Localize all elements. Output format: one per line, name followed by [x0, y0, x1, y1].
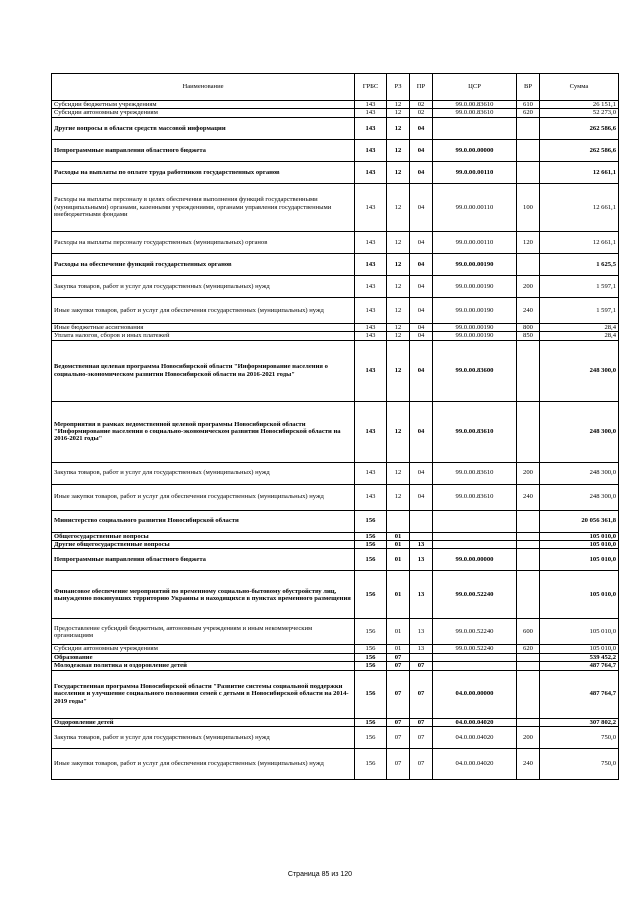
cell-rz: 07 [387, 718, 410, 726]
cell-pr: 13 [410, 549, 433, 571]
cell-vr [517, 532, 540, 540]
cell-rz: 12 [387, 323, 410, 331]
cell-vr [517, 139, 540, 161]
cell-pr: 04 [410, 117, 433, 139]
cell-grbs: 156 [355, 662, 387, 670]
cell-sum: 487 764,7 [540, 670, 619, 718]
cell-rz: 07 [387, 662, 410, 670]
cell-grbs: 143 [355, 183, 387, 231]
cell-name: Непрограммные направления областного бюджета [52, 549, 355, 571]
cell-rz: 12 [387, 401, 410, 462]
cell-pr: 04 [410, 323, 433, 331]
cell-vr: 200 [517, 275, 540, 297]
cell-sum: 52 273,0 [540, 109, 619, 117]
table-row [52, 275, 619, 297]
cell-rz: 12 [387, 117, 410, 139]
cell-vr: 850 [517, 332, 540, 340]
table-row [52, 510, 619, 532]
cell-rz: 12 [387, 109, 410, 117]
cell-grbs: 156 [355, 510, 387, 532]
cell-grbs: 143 [355, 297, 387, 323]
cell-rz: 07 [387, 670, 410, 718]
cell-pr: 07 [410, 718, 433, 726]
cell-sum: 12 661,1 [540, 183, 619, 231]
cell-rz: 12 [387, 183, 410, 231]
cell-name: Общегосударственные вопросы [52, 532, 355, 540]
budget-table [51, 73, 619, 780]
cell-grbs: 156 [355, 541, 387, 549]
cell-pr: 13 [410, 541, 433, 549]
cell-csr: 99.0.00.00000 [433, 139, 517, 161]
cell-csr: 99.0.00.00110 [433, 161, 517, 183]
cell-name: Другие общегосударственные вопросы [52, 541, 355, 549]
cell-csr: 99.0.00.00190 [433, 332, 517, 340]
cell-sum: 750,0 [540, 749, 619, 780]
cell-name: Расходы на выплаты по оплате труда работников государственных органов [52, 161, 355, 183]
cell-csr: 04.0.00.04020 [433, 727, 517, 749]
cell-sum: 248 300,0 [540, 484, 619, 510]
page-number: Страница 85 из 120 [287, 871, 353, 878]
table-row [52, 332, 619, 340]
table-body [52, 101, 619, 780]
cell-vr: 240 [517, 749, 540, 780]
cell-grbs: 156 [355, 645, 387, 653]
cell-vr [517, 670, 540, 718]
cell-pr: 02 [410, 101, 433, 109]
cell-sum: 1 597,1 [540, 275, 619, 297]
cell-name: Иные бюджетные ассигнования [52, 323, 355, 331]
cell-rz: 07 [387, 749, 410, 780]
cell-grbs: 143 [355, 231, 387, 253]
cell-rz [387, 510, 410, 532]
cell-sum: 105 010,0 [540, 571, 619, 619]
cell-csr [433, 653, 517, 661]
cell-sum: 105 010,0 [540, 532, 619, 540]
cell-pr: 04 [410, 139, 433, 161]
cell-sum: 1 625,5 [540, 253, 619, 275]
cell-sum: 307 802,2 [540, 718, 619, 726]
cell-sum: 750,0 [540, 727, 619, 749]
cell-csr: 99.0.00.00190 [433, 297, 517, 323]
cell-sum: 28,4 [540, 332, 619, 340]
cell-pr: 02 [410, 109, 433, 117]
cell-sum: 28,4 [540, 323, 619, 331]
table-row [52, 645, 619, 653]
table-row [52, 161, 619, 183]
cell-rz: 12 [387, 340, 410, 401]
table-row [52, 619, 619, 645]
table-row [52, 549, 619, 571]
cell-name: Предоставление субсидий бюджетным, автономным учреждениям и иным некоммерческим организациям [52, 619, 355, 645]
cell-name: Государственная программа Новосибирской области "Развитие системы социальной поддержки населения и улучшение социального положения семей с детьми в Новосибирской области на 2014-2019 годы" [52, 670, 355, 718]
cell-pr: 04 [410, 462, 433, 484]
cell-rz: 12 [387, 462, 410, 484]
cell-vr [517, 718, 540, 726]
cell-pr: 07 [410, 662, 433, 670]
cell-name: Расходы на выплаты персоналу в целях обеспечения выполнения функций государственными (муниципальными) органами, казенными учреждениями, органами управления государственными внебюджетными фондами [52, 183, 355, 231]
cell-csr: 04.0.00.00000 [433, 670, 517, 718]
cell-pr [410, 653, 433, 661]
cell-pr: 04 [410, 297, 433, 323]
cell-pr: 04 [410, 161, 433, 183]
cell-grbs: 156 [355, 749, 387, 780]
table-row [52, 727, 619, 749]
cell-name: Мероприятия в рамках ведомственной целевой программы Новосибирской области "Информирование населения о социально-экономическом развитии Новосибирской области на 2016-2021 годы" [52, 401, 355, 462]
cell-pr: 07 [410, 749, 433, 780]
cell-csr: 99.0.00.00190 [433, 323, 517, 331]
cell-rz: 12 [387, 275, 410, 297]
cell-csr: 99.0.00.83610 [433, 109, 517, 117]
cell-sum: 262 586,6 [540, 117, 619, 139]
cell-pr: 13 [410, 645, 433, 653]
cell-vr: 100 [517, 183, 540, 231]
cell-vr [517, 117, 540, 139]
cell-pr: 04 [410, 231, 433, 253]
table-row [52, 662, 619, 670]
cell-sum: 26 151,1 [540, 101, 619, 109]
cell-sum: 248 300,0 [540, 401, 619, 462]
cell-sum: 12 661,1 [540, 231, 619, 253]
cell-rz: 07 [387, 727, 410, 749]
table-row [52, 484, 619, 510]
cell-vr: 200 [517, 727, 540, 749]
cell-name: Финансовое обеспечение мероприятий по временному социально-бытовому обустройству лиц, вынужденно покинувших территорию Украины и находящихся в пунктах временного размещения [52, 571, 355, 619]
cell-csr: 99.0.00.83610 [433, 101, 517, 109]
cell-sum: 248 300,0 [540, 340, 619, 401]
cell-grbs: 143 [355, 109, 387, 117]
cell-pr: 13 [410, 571, 433, 619]
cell-csr [433, 662, 517, 670]
cell-grbs: 143 [355, 332, 387, 340]
table-row [52, 231, 619, 253]
cell-name: Субсидии автономным учреждениям [52, 109, 355, 117]
cell-vr: 610 [517, 101, 540, 109]
cell-vr [517, 653, 540, 661]
cell-vr: 600 [517, 619, 540, 645]
cell-rz: 12 [387, 139, 410, 161]
cell-name: Другие вопросы в области средств массовой информации [52, 117, 355, 139]
table-row [52, 541, 619, 549]
cell-csr: 99.0.00.83600 [433, 340, 517, 401]
cell-csr: 04.0.00.04020 [433, 749, 517, 780]
cell-rz: 12 [387, 484, 410, 510]
cell-grbs: 143 [355, 101, 387, 109]
table-row [52, 101, 619, 109]
cell-vr: 120 [517, 231, 540, 253]
cell-csr: 99.0.00.00190 [433, 275, 517, 297]
cell-csr: 99.0.00.00190 [433, 253, 517, 275]
cell-pr: 04 [410, 401, 433, 462]
cell-sum: 539 452,2 [540, 653, 619, 661]
cell-csr: 99.0.00.83610 [433, 462, 517, 484]
cell-vr [517, 161, 540, 183]
table-row [52, 670, 619, 718]
header-csr: ЦСР [433, 74, 517, 101]
cell-csr: 04.0.00.04020 [433, 718, 517, 726]
table-row [52, 117, 619, 139]
cell-csr: 99.0.00.83610 [433, 484, 517, 510]
cell-name: Закупка товаров, работ и услуг для государственных (муниципальных) нужд [52, 462, 355, 484]
cell-csr: 99.0.00.00110 [433, 231, 517, 253]
table-row [52, 653, 619, 661]
cell-name: Оздоровление детей [52, 718, 355, 726]
cell-rz: 12 [387, 253, 410, 275]
cell-pr: 04 [410, 183, 433, 231]
cell-vr [517, 340, 540, 401]
cell-csr: 99.0.00.52240 [433, 571, 517, 619]
cell-rz: 07 [387, 653, 410, 661]
table-row [52, 462, 619, 484]
cell-csr [433, 117, 517, 139]
cell-grbs: 156 [355, 619, 387, 645]
cell-sum: 248 300,0 [540, 462, 619, 484]
table-row [52, 340, 619, 401]
cell-sum: 105 010,0 [540, 619, 619, 645]
cell-grbs: 143 [355, 462, 387, 484]
table-row [52, 183, 619, 231]
cell-name: Образование [52, 653, 355, 661]
cell-rz: 01 [387, 549, 410, 571]
cell-grbs: 156 [355, 670, 387, 718]
cell-grbs: 143 [355, 161, 387, 183]
cell-name: Уплата налогов, сборов и иных платежей [52, 332, 355, 340]
cell-csr: 99.0.00.52240 [433, 645, 517, 653]
cell-grbs: 156 [355, 549, 387, 571]
cell-grbs: 143 [355, 275, 387, 297]
cell-csr: 99.0.00.83610 [433, 401, 517, 462]
cell-sum: 105 010,0 [540, 645, 619, 653]
cell-pr [410, 532, 433, 540]
cell-vr [517, 541, 540, 549]
cell-pr: 04 [410, 340, 433, 401]
header-pr: ПР [410, 74, 433, 101]
table-header-row [52, 74, 619, 101]
header-sum: Сумма [540, 74, 619, 101]
cell-rz: 12 [387, 231, 410, 253]
table-row [52, 749, 619, 780]
cell-csr [433, 532, 517, 540]
cell-rz: 01 [387, 541, 410, 549]
table-row [52, 139, 619, 161]
cell-name: Закупка товаров, работ и услуг для государственных (муниципальных) нужд [52, 727, 355, 749]
cell-name: Министерство социального развития Новосибирской области [52, 510, 355, 532]
cell-name: Ведомственная целевая программа Новосибирской области "Информирование населения о социально-экономическом развитии Новосибирской области на 2016-2021 годы" [52, 340, 355, 401]
cell-vr [517, 253, 540, 275]
cell-grbs: 143 [355, 484, 387, 510]
table-row [52, 401, 619, 462]
cell-vr: 240 [517, 297, 540, 323]
cell-pr: 04 [410, 332, 433, 340]
table-row [52, 323, 619, 331]
cell-vr: 800 [517, 323, 540, 331]
cell-rz: 01 [387, 619, 410, 645]
cell-csr: 99.0.00.52240 [433, 619, 517, 645]
cell-name: Молодежная политика и оздоровление детей [52, 662, 355, 670]
cell-grbs: 143 [355, 117, 387, 139]
cell-grbs: 156 [355, 571, 387, 619]
cell-vr [517, 401, 540, 462]
cell-name: Иные закупки товаров, работ и услуг для обеспечения государственных (муниципальных) нужд [52, 484, 355, 510]
cell-sum: 1 597,1 [540, 297, 619, 323]
cell-vr [517, 662, 540, 670]
cell-grbs: 143 [355, 323, 387, 331]
cell-grbs: 143 [355, 401, 387, 462]
cell-vr [517, 510, 540, 532]
cell-csr: 99.0.00.00110 [433, 183, 517, 231]
cell-vr [517, 549, 540, 571]
header-rz: РЗ [387, 74, 410, 101]
header-vr: ВР [517, 74, 540, 101]
cell-sum: 20 056 361,8 [540, 510, 619, 532]
cell-vr [517, 571, 540, 619]
cell-sum: 262 586,6 [540, 139, 619, 161]
table-row [52, 109, 619, 117]
cell-sum: 12 661,1 [540, 161, 619, 183]
cell-name: Субсидии бюджетным учреждениям [52, 101, 355, 109]
header-grbs: ГРБС [355, 74, 387, 101]
cell-name: Иные закупки товаров, работ и услуг для обеспечения государственных (муниципальных) нужд [52, 749, 355, 780]
cell-csr [433, 510, 517, 532]
cell-sum: 105 010,0 [540, 549, 619, 571]
cell-name: Расходы на обеспечение функций государственных органов [52, 253, 355, 275]
cell-csr [433, 541, 517, 549]
cell-name: Непрограммные направления областного бюджета [52, 139, 355, 161]
cell-pr: 13 [410, 619, 433, 645]
cell-vr: 620 [517, 109, 540, 117]
cell-grbs: 156 [355, 653, 387, 661]
cell-pr: 04 [410, 484, 433, 510]
cell-name: Закупка товаров, работ и услуг для государственных (муниципальных) нужд [52, 275, 355, 297]
cell-vr: 200 [517, 462, 540, 484]
cell-grbs: 156 [355, 727, 387, 749]
cell-rz: 12 [387, 297, 410, 323]
cell-name: Субсидии автономным учреждениям [52, 645, 355, 653]
table-row [52, 297, 619, 323]
cell-grbs: 143 [355, 340, 387, 401]
cell-rz: 12 [387, 332, 410, 340]
cell-pr: 07 [410, 727, 433, 749]
cell-sum: 487 764,7 [540, 662, 619, 670]
cell-vr: 240 [517, 484, 540, 510]
cell-name: Иные закупки товаров, работ и услуг для обеспечения государственных (муниципальных) нужд [52, 297, 355, 323]
table-row [52, 532, 619, 540]
cell-grbs: 143 [355, 139, 387, 161]
cell-pr: 07 [410, 670, 433, 718]
cell-grbs: 156 [355, 718, 387, 726]
table-row [52, 718, 619, 726]
cell-csr: 99.0.00.00000 [433, 549, 517, 571]
cell-rz: 01 [387, 645, 410, 653]
cell-pr: 04 [410, 275, 433, 297]
cell-rz: 12 [387, 101, 410, 109]
cell-pr [410, 510, 433, 532]
cell-rz: 01 [387, 571, 410, 619]
table-row [52, 253, 619, 275]
cell-rz: 01 [387, 532, 410, 540]
cell-grbs: 156 [355, 532, 387, 540]
table-row [52, 571, 619, 619]
cell-pr: 04 [410, 253, 433, 275]
cell-sum: 105 010,0 [540, 541, 619, 549]
cell-name: Расходы на выплаты персоналу государственных (муниципальных) органов [52, 231, 355, 253]
cell-rz: 12 [387, 161, 410, 183]
header-name: Наименование [52, 74, 355, 101]
cell-vr: 620 [517, 645, 540, 653]
cell-grbs: 143 [355, 253, 387, 275]
